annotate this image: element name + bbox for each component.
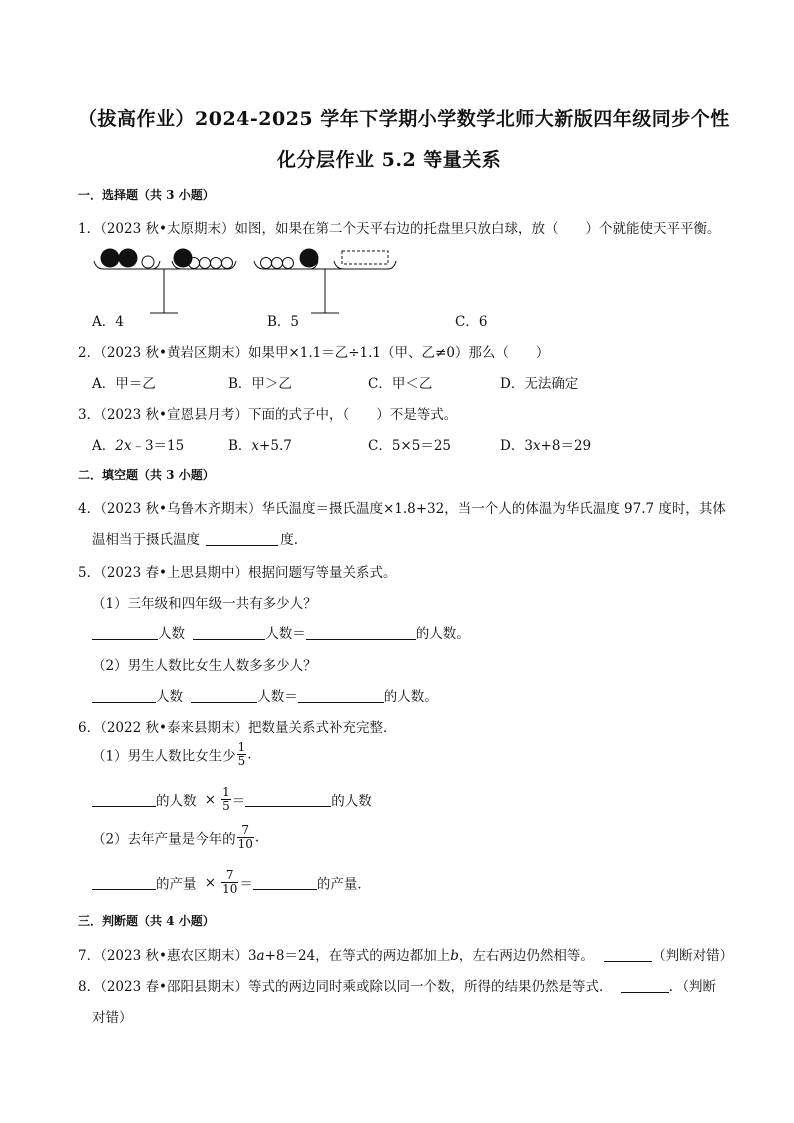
q3-option-b[interactable] (228, 434, 292, 454)
q4-answer-blank[interactable] (206, 531, 278, 546)
page-title-line1: （拔高作业）2024-2025 学年下学期小学数学北师大新版四年级同步个性 (78, 108, 730, 130)
q6-fraction-1 (237, 741, 247, 768)
q6-row1-b: 的人数 (331, 793, 372, 810)
q3-option-d-prefix: D． (500, 438, 525, 454)
section-heading-choice: 一．选择题（共 3 小题） (78, 188, 215, 202)
q5-sub2-blank-1[interactable] (92, 688, 156, 703)
q6-fraction-2 (237, 824, 254, 851)
q8-tail1: ．（判断 (668, 979, 716, 995)
question-8-line2: 对错） (92, 1010, 133, 1026)
section-heading-fill: 二．填空题（共 3 小题） (78, 468, 215, 482)
q2-option-c[interactable]: C．甲＜乙 (368, 376, 433, 392)
q7-mid: +8＝24，在等式的两边都加上 (264, 948, 451, 964)
q6-row2-blank-2[interactable] (253, 875, 317, 890)
q8-answer-blank[interactable] (621, 978, 669, 993)
page-title-line2: 化分层作业 5.2 等量关系 (277, 149, 502, 171)
q5-sub2-row (92, 685, 438, 705)
q5-sub2-c: 的人数。 (383, 689, 438, 705)
q1-option-a[interactable]: A．4 (92, 314, 124, 330)
q5-sub2-blank-2[interactable] (191, 688, 257, 703)
q6-sub1-post: . (247, 746, 252, 763)
q4-line2-pre: 温相当于摄氏温度 (92, 532, 200, 548)
q6-sub2-post: . (254, 829, 260, 846)
q6-row1-times: × (204, 791, 217, 808)
q8-line1: 8．（2023 春•邵阳县期末）等式的两边同时乘或除以同一个数，所得的结果仍然是等式． (78, 979, 613, 995)
q6-row2-b: 的产量． (316, 876, 371, 893)
q6-row2-fraction-den: 10 (222, 882, 238, 896)
q3-option-d-rest: +8＝29 (540, 438, 592, 454)
q6-row2-a: 的产量 (156, 876, 197, 893)
question-6-text: 6．（2022 秋•泰来县期末）把数量关系式补充完整． (78, 720, 397, 736)
q3-option-d-coef: 3 (524, 438, 533, 454)
q6-row1-eq: ＝ (231, 793, 246, 810)
q2-option-a[interactable]: A．甲＝乙 (92, 376, 156, 392)
q5-sub1-blank-1[interactable] (92, 625, 158, 640)
q2-option-b[interactable]: B．甲＞乙 (228, 376, 292, 392)
q7-tail: （判断对错） (652, 948, 734, 964)
q5-sub1-blank-2[interactable] (193, 625, 265, 640)
question-4-line2 (92, 528, 298, 548)
q6-row1-fraction-den: 5 (222, 799, 230, 813)
q6-row1-blank-2[interactable] (245, 792, 331, 807)
q6-sub1-pre: （1）男生人数比女生少 (92, 748, 236, 765)
q3-option-a[interactable] (92, 434, 184, 454)
q5-sub2-b: 人数＝ (257, 689, 298, 705)
section-heading-judge: 三．判断题（共 4 小题） (78, 914, 215, 928)
q7-pre: 7．（2023 秋•惠农区期末）3 (78, 948, 257, 964)
q7-var-b: b (450, 948, 459, 964)
q3-option-d-var: x (532, 438, 541, 454)
q5-sub1-row (92, 622, 470, 642)
q6-fraction-2-den: 10 (237, 837, 253, 851)
q5-sub2-blank-3[interactable] (298, 688, 384, 703)
q5-sub2-text: （2）男生人数比女生人数多多少人？ (92, 658, 317, 674)
question-1-text: 1．（2023 秋•太原期末）如图，如果在第二个天平右边的托盘里只放白球，放（ ）个就能使天平平衡。 (78, 221, 721, 237)
q3-option-a-prefix: A． (92, 438, 116, 454)
q5-sub1-b: 人数＝ (265, 626, 306, 642)
q6-row2-eq: ＝ (239, 876, 253, 893)
q1-option-c[interactable]: C．6 (455, 314, 488, 330)
q6-sub1-text (92, 741, 252, 768)
q4-line2-post: 度. (280, 532, 299, 548)
q7-var-a: a (256, 948, 265, 964)
q6-row2-times: × (204, 874, 217, 891)
q3-option-a-rest: ﹣3＝15 (131, 438, 185, 454)
q1-option-b[interactable]: B．5 (267, 314, 300, 330)
question-7-text (78, 944, 733, 964)
q3-option-a-var: 2x (115, 438, 132, 454)
q6-sub2-text (92, 824, 259, 851)
q6-row1-fraction-num: 1 (222, 785, 230, 799)
q6-row1-fraction (221, 786, 231, 813)
question-2-text: 2．（2023 秋•黄岩区期末）如果甲×1.1＝乙÷1.1（甲、乙≠0）那么（ ） (78, 345, 550, 361)
question-5-text: 5．（2023 春•上思县期中）根据问题写等量关系式。 (78, 565, 397, 581)
q3-option-b-rest: +5.7 (259, 438, 292, 454)
q6-row-1 (92, 786, 372, 813)
question-4-line1: 4．（2023 秋•乌鲁木齐期末）华氏温度＝摄氏温度×1.8+32，当一个人的体温为华氏温度 97.7 度时，其体 (78, 501, 726, 517)
q7-answer-blank[interactable] (604, 947, 652, 962)
q5-sub2-a: 人数 (156, 689, 183, 705)
q6-row1-blank-1[interactable] (92, 792, 156, 807)
q6-row-2 (92, 869, 371, 896)
q6-sub2-pre: （2）去年产量是今年的 (92, 831, 236, 848)
q6-fraction-1-den: 5 (237, 754, 246, 768)
q6-row2-blank-1[interactable] (92, 875, 156, 890)
q3-option-d[interactable] (500, 434, 591, 454)
q6-fraction-1-num: 1 (237, 740, 246, 754)
q2-option-d[interactable]: D．无法确定 (500, 376, 579, 392)
q5-sub1-c: 的人数。 (415, 626, 470, 642)
q5-sub1-blank-3[interactable] (306, 625, 416, 640)
balance-scale-figure (88, 244, 403, 324)
q6-row2-fraction (221, 869, 238, 896)
q3-option-c[interactable]: C．5×5＝25 (368, 438, 451, 454)
q6-row1-a: 的人数 (156, 793, 197, 810)
q6-fraction-2-num: 7 (237, 824, 254, 838)
q3-option-b-var: x (251, 438, 260, 454)
q3-option-b-prefix: B． (228, 438, 252, 454)
q6-row2-fraction-num: 7 (221, 869, 238, 883)
question-8-line1 (78, 975, 716, 995)
q5-sub1-a: 人数 (158, 626, 185, 642)
q7-post: ，左右两边仍然相等。 (458, 948, 594, 964)
question-3-text: 3．（2023 秋•宣恩县月考）下面的式子中，（ ）不是等式。 (78, 407, 458, 423)
q5-sub1-text: （1）三年级和四年级一共有多少人？ (92, 596, 317, 612)
